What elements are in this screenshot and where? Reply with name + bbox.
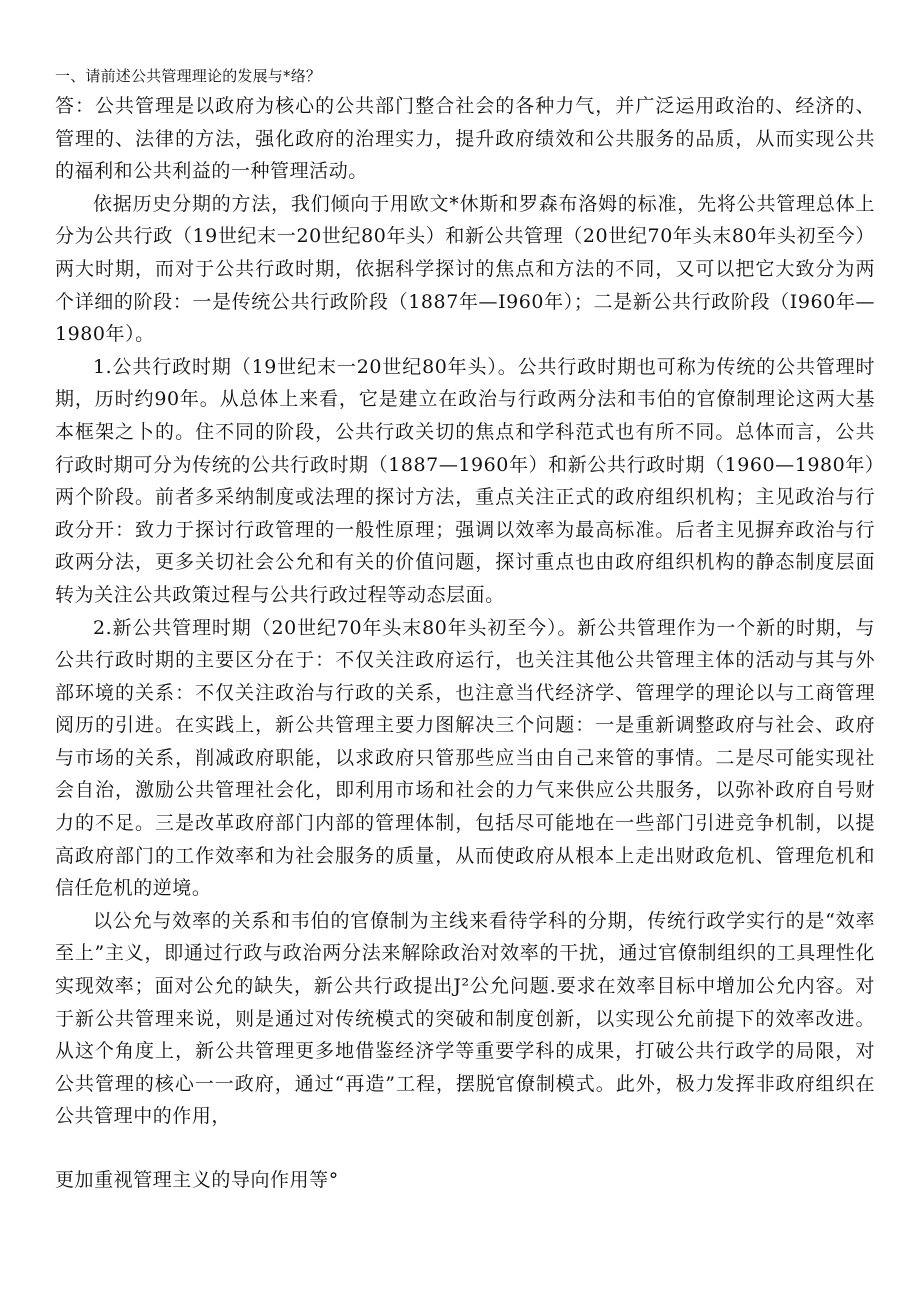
closing-line: 更加重视管理主义的导向作用等° [55, 1169, 339, 1191]
document-body [55, 90, 875, 1133]
answer-paragraph: 答：公共管理是以政府为核心的公共部门整合社会的各种力气，并广泛运用政治的、经济的、管理的、法律的方法，强化政府的治理实力，提升政府绩效和公共服务的品质，从而实现公共的福利和公共利益的一种管理活动。 [55, 95, 875, 183]
history-paragraph: 依据历史分期的方法，我们倾向于用欧文*休斯和罗森布洛姆的标准，先将公共管理总体上分为公共行政（19世纪末一20世纪80年头）和新公共管理（20世纪70年头末80年头初至今）两大时期，而对于公共行政时期，依据科学探讨的焦点和方法的不同，又可以把它大致分为两个详细的阶段：一是传统公共行政阶段（1887年—I960年）；二是新公共行政阶段（I960年—1980年）。 [55, 192, 875, 346]
public-admin-paragraph: 1.公共行政时期（19世纪末一20世纪80年头）。公共行政时期也可称为传统的公共管理时期，历时约90年。从总体上来看，它是建立在政治与行政两分法和韦伯的官僚制理论这两大基本框架之卜的。住不同的阶段，公共行政关切的焦点和学科范式也有所不同。总体而言，公共行政时期可分为传统的公共行政时期（1887—1960年）和新公共行政时期（1960—1980年）两个阶段。前者多采纳制度或法理的探讨方法，重点关注正式的政府组织机构；主见政治与行政分开：致力于探讨行政管理的一般性原理；强调以效率为最高标准。后者主见摒弃政治与行政两分法，更多关切社会公允和有关的价值问题，探讨重点也由政府组织机构的静态制度层面转为关注公共政策过程与公共行政过程等动态层面。 [55, 355, 875, 606]
new-public-mgmt-paragraph: 2.新公共管理时期（20世纪70年头末80年头初至今）。新公共管理作为一个新的时期，与公共行政时期的主要区分在于：不仅关注政府运行，也关注其他公共管理主体的活动与其与外部环境的关系：不仅关注政治与行政的关系，也注意当代经济学、管理学的理论以与工商管理阅历的引进。在实践上，新公共管理主要力图解决三个问题：一是重新调整政府与社会、政府与市场的关系，削减政府职能，以求政府只管那些应当由自己来管的事情。二是尽可能实现社会自治，激励公共管理社会化，即利用市场和社会的力气来供应公共服务，以弥补政府自号财力的不足。三是改革政府部门内部的管理体制，包括尽可能地在一些部门引进竞争机制，以提高政府部门的工作效率和为社会服务的质量，从而使政府从根本上走出财政危机、管理危机和信任危机的逆境。 [55, 616, 875, 900]
question-heading: 一、请前述公共管理理论的发展与*络？ [55, 67, 322, 85]
equity-efficiency-paragraph: 以公允与效率的关系和韦伯的官僚制为主线来看待学科的分期，传统行政学实行的是“效率至上”主义，即通过行政与政治两分法来解除政治对效率的干扰，通过官僚制组织的工具理性化实现效率；面对公允的缺失，新公共行政提出J²公允问题.要求在效率目标中增加公允内容。对于新公共管理来说，则是通过对传统模式的突破和制度创新，以实现公允前提下的效率改进。从这个角度上，新公共管理更多地借鉴经济学等重要学科的成果，打破公共行政学的局限，对公共管理的核心一一政府，通过“再造”工程，摆脱官僚制模式。此外，极力发挥非政府组织在公共管理中的作用， [55, 909, 875, 1128]
